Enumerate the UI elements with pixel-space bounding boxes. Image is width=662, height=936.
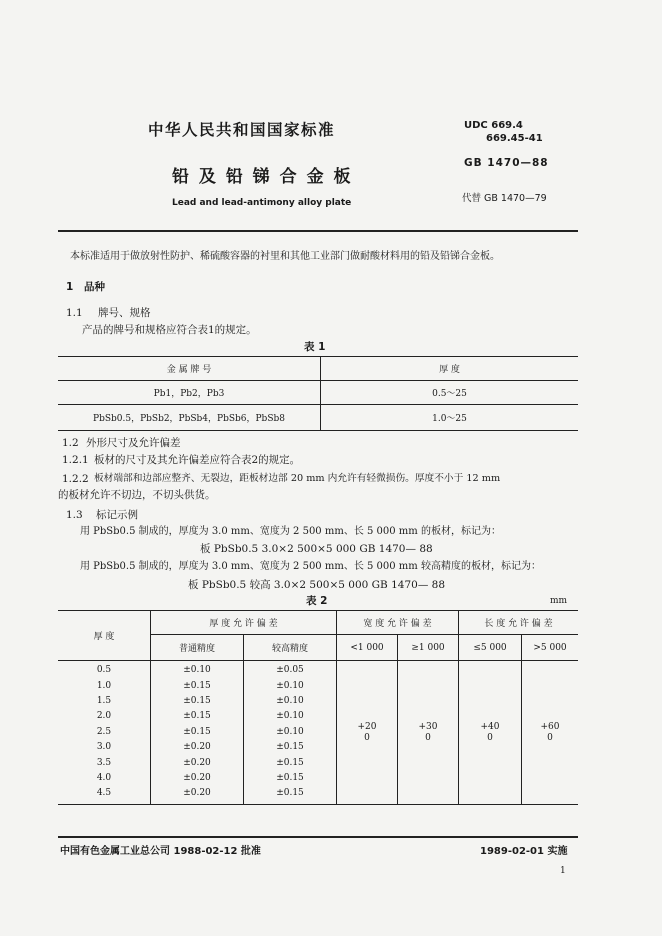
table-2-cell: ±0.20 [183, 742, 211, 753]
gb-number: GB 1470—88 [464, 157, 549, 169]
page-number: 1 [560, 866, 566, 876]
table-2-caption: 表 2 [306, 595, 328, 607]
table-2-cell: +20 [357, 721, 377, 732]
table-2-cell: ±0.15 [276, 742, 304, 753]
table-2-cell: 4.5 [96, 788, 112, 799]
table-2-cell: +60 [540, 721, 560, 732]
table-2-cell: ±0.15 [276, 773, 304, 784]
table-2-cell: 1.5 [96, 695, 112, 706]
table-2-header-width-tolerance: 宽 度 允 许 偏 差 [337, 611, 459, 635]
section-1-number: 1 [66, 281, 74, 293]
table-2-header-length-le-5000: ≤5 000 [459, 635, 522, 661]
table-1-header-grade: 金 属 牌 号 [58, 357, 321, 381]
section-1-3-number: 1.3 [66, 509, 83, 521]
table-2-cell: 0 [425, 732, 431, 743]
table-2-cell: ±0.10 [276, 695, 304, 706]
table-2-cell: 3.5 [96, 757, 112, 768]
table-2-header-width-ge-1000: ≥1 000 [398, 635, 459, 661]
table-2-unit: mm [550, 596, 568, 606]
document-title-en: Lead and lead-antimony alloy plate [172, 198, 352, 208]
example-2-mark: 板 PbSb0.5 较高 3.0×2 500×5 000 GB 1470— 88 [188, 579, 446, 591]
example-1-mark: 板 PbSb0.5 3.0×2 500×5 000 GB 1470— 88 [200, 543, 433, 555]
footer-divider [58, 836, 578, 838]
section-1-2-1-text: 板材的尺寸及其允许偏差应符合表2的规定。 [94, 454, 301, 466]
table-2-header-length-gt-5000: >5 000 [522, 635, 579, 661]
section-1-1-text: 产品的牌号和规格应符合表1的规定。 [82, 324, 257, 336]
table-2 [58, 610, 578, 805]
table-2-cell: ±0.10 [183, 665, 211, 676]
table-2-normal-column [151, 661, 244, 805]
table-1-cell: Pb1，Pb2，Pb3 [58, 381, 321, 405]
implementation-date: 1989-02-01 实施 [480, 846, 568, 857]
table-2-cell: ±0.15 [183, 711, 211, 722]
table-2-header-width-lt-1000: <1 000 [337, 635, 398, 661]
example-2-text: 用 PbSb0.5 制成的，厚度为 3.0 mm、宽度为 2 500 mm、长 5 000 mm 较高精度的板材，标记为： [80, 561, 541, 572]
table-2-header-high-precision: 较高精度 [244, 635, 337, 661]
table-2-cell: ±0.10 [276, 726, 304, 737]
table-2-header-thickness: 厚 度 [58, 611, 151, 661]
document-title-cn: 铅 及 铅 锑 合 金 板 [172, 167, 353, 187]
table-1-cell: 1.0～25 [432, 414, 467, 424]
section-1-2-1-number: 1.2.1 [62, 454, 89, 466]
table-2-cell: ±0.20 [183, 773, 211, 784]
country-standard-title: 中华人民共和国国家标准 [148, 121, 336, 139]
section-1-3-title: 标记示例 [96, 509, 138, 521]
table-2-cell: 2.5 [96, 726, 112, 737]
table-2-cell: ±0.15 [276, 788, 304, 799]
table-2-cell: +30 [418, 721, 438, 732]
table-2-header-length-tolerance: 长 度 允 许 偏 差 [459, 611, 579, 635]
udc-number: UDC 669.4 [464, 120, 523, 131]
replaces-standard: 代替 GB 1470—79 [462, 193, 547, 204]
table-2-high-column [244, 661, 337, 805]
table-2-cell: ±0.15 [276, 757, 304, 768]
approval-statement: 中国有色金属工业总公司 1988-02-12 批准 [60, 846, 261, 857]
table-1-header-thickness: 厚 度 [439, 365, 460, 375]
table-2-cell: 0 [487, 732, 493, 743]
table-2-width-ge-1000-cell [398, 661, 459, 805]
table-2-cell: ±0.05 [276, 665, 304, 676]
table-1-cell: PbSb0.5，PbSb2，PbSb4，PbSb6，PbSb8 [58, 405, 321, 431]
section-1-2-2-number: 1.2.2 [62, 473, 89, 485]
table-2-header-normal-precision: 普通精度 [151, 635, 244, 661]
section-1-2-2-text: 板材端部和边部应整齐、无裂边，距板材边部 20 mm 内允许有轻微损伤。厚度不小于 12 mm [94, 473, 501, 484]
table-2-cell: ±0.10 [276, 711, 304, 722]
table-2-cell: ±0.20 [183, 788, 211, 799]
table-2-length-gt-5000-cell [522, 661, 579, 805]
table-2-cell: ±0.10 [276, 680, 304, 691]
section-1-2-2-text-continued: 的板材允许不切边，不切头供货。 [58, 489, 216, 501]
table-2-cell: 0 [547, 732, 553, 743]
udc-number-sub: 669.45-41 [486, 133, 543, 144]
example-1-text: 用 PbSb0.5 制成的，厚度为 3.0 mm、宽度为 2 500 mm、长 5 000 mm 的板材，标记为： [80, 526, 501, 537]
table-1 [58, 356, 578, 431]
section-1-1-number: 1.1 [66, 307, 83, 319]
table-2-cell: ±0.15 [183, 680, 211, 691]
table-1-cell: 0.5～25 [432, 389, 467, 399]
table-2-cell: 0 [364, 732, 370, 743]
table-2-cell: ±0.20 [183, 757, 211, 768]
table-2-cell: ±0.15 [183, 726, 211, 737]
table-2-cell: +40 [480, 721, 500, 732]
section-1-2-number: 1.2 [62, 437, 79, 449]
table-2-thickness-column [58, 661, 151, 805]
section-1-title: 品种 [84, 281, 105, 293]
table-2-cell: 3.0 [96, 742, 112, 753]
table-2-cell: 4.0 [96, 773, 112, 784]
table-2-cell: 1.0 [96, 680, 112, 691]
table-2-width-lt-1000-cell [337, 661, 398, 805]
scope-paragraph: 本标准适用于做放射性防护、稀硫酸容器的衬里和其他工业部门做耐酸材料用的铅及铅锑合金板。 [70, 251, 500, 262]
table-2-length-le-5000-cell [459, 661, 522, 805]
section-1-1-title: 牌号、规格 [98, 307, 151, 319]
table-2-cell: ±0.15 [183, 695, 211, 706]
section-1-2-title: 外形尺寸及允许偏差 [86, 437, 181, 449]
table-2-header-thickness-tolerance: 厚 度 允 许 偏 差 [151, 611, 337, 635]
header-divider [58, 230, 578, 232]
table-1-caption: 表 1 [304, 341, 326, 353]
table-2-cell: 0.5 [96, 665, 112, 676]
table-2-cell: 2.0 [96, 711, 112, 722]
